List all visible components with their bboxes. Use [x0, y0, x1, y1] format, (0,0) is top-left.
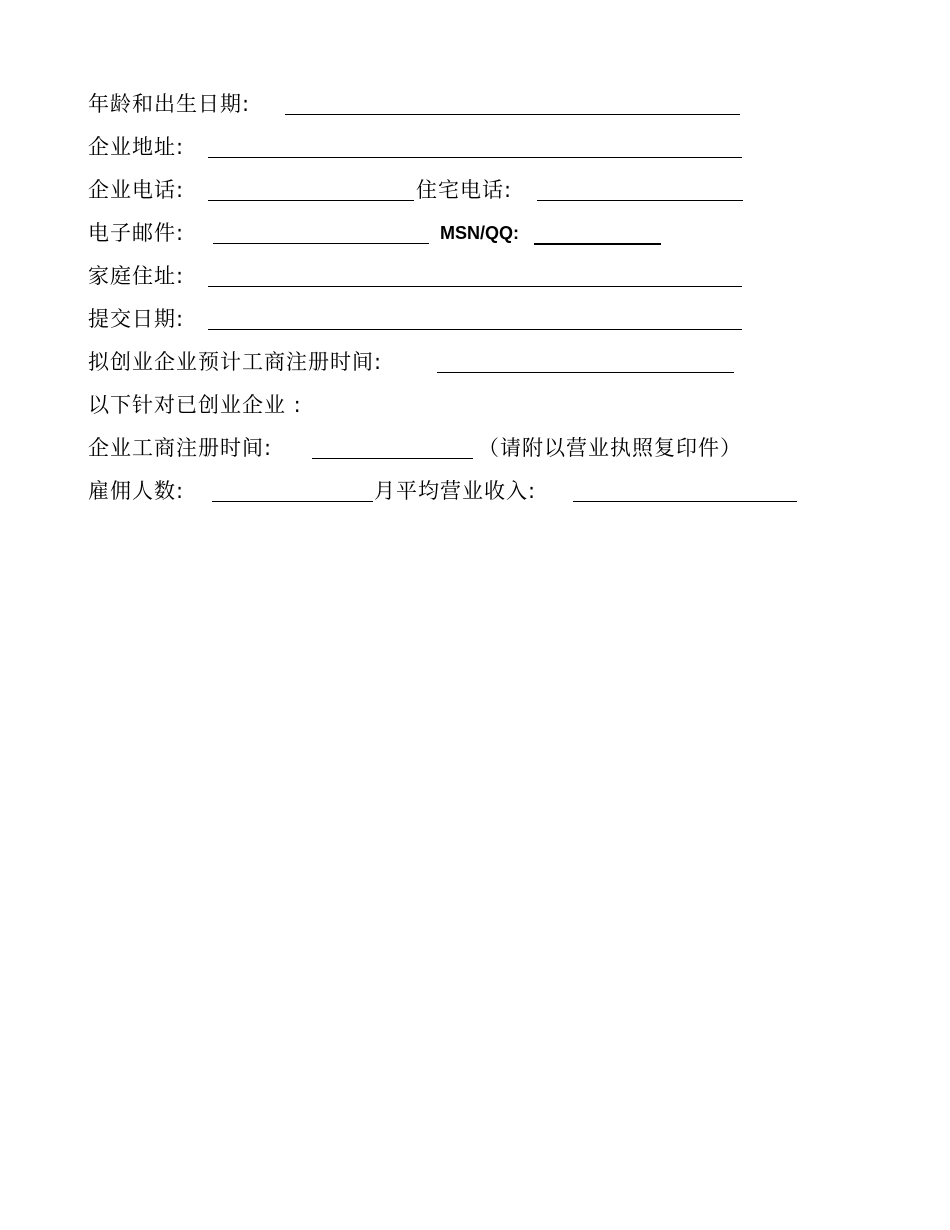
company-phone-label: 企业电话: [88, 178, 185, 202]
msn-qq-field[interactable] [534, 243, 661, 245]
row-employees-revenue [88, 474, 868, 508]
age-dob-label: 年龄和出生日期: [88, 92, 251, 116]
home-phone-field[interactable] [537, 200, 743, 201]
employees-field[interactable] [212, 501, 373, 502]
monthly-revenue-label: 月平均营业收入: [374, 479, 537, 503]
row-email-msn [88, 216, 848, 250]
home-address-field[interactable] [208, 286, 742, 287]
monthly-revenue-field[interactable] [573, 501, 797, 502]
home-address-label: 家庭住址: [88, 264, 185, 288]
email-field[interactable] [213, 243, 429, 244]
row-age-dob [88, 87, 848, 121]
row-company-address [88, 130, 848, 164]
row-planned-reg-time [88, 345, 848, 379]
msn-qq-label: MSN/QQ: [440, 223, 519, 243]
reg-time-field[interactable] [312, 458, 473, 459]
row-reg-time [88, 431, 868, 465]
home-phone-label: 住宅电话: [416, 178, 513, 202]
company-address-label: 企业地址: [88, 135, 185, 159]
submit-date-label: 提交日期: [88, 307, 185, 331]
email-label: 电子邮件: [88, 221, 185, 245]
planned-reg-time-field[interactable] [437, 372, 734, 373]
row-submit-date [88, 302, 848, 336]
employees-label: 雇佣人数: [88, 479, 185, 503]
row-section-existing [88, 388, 848, 422]
section-existing-heading: 以下针对已创业企业 : [88, 393, 302, 417]
age-dob-field[interactable] [285, 114, 740, 115]
row-home-address [88, 259, 848, 293]
planned-reg-time-label: 拟创业企业预计工商注册时间: [88, 350, 383, 374]
reg-time-note: （请附以营业执照复印件） [478, 436, 742, 460]
company-address-field[interactable] [208, 157, 742, 158]
submit-date-field[interactable] [208, 329, 742, 330]
row-phones [88, 173, 848, 207]
company-phone-field[interactable] [208, 200, 414, 201]
reg-time-label: 企业工商注册时间: [88, 436, 273, 460]
